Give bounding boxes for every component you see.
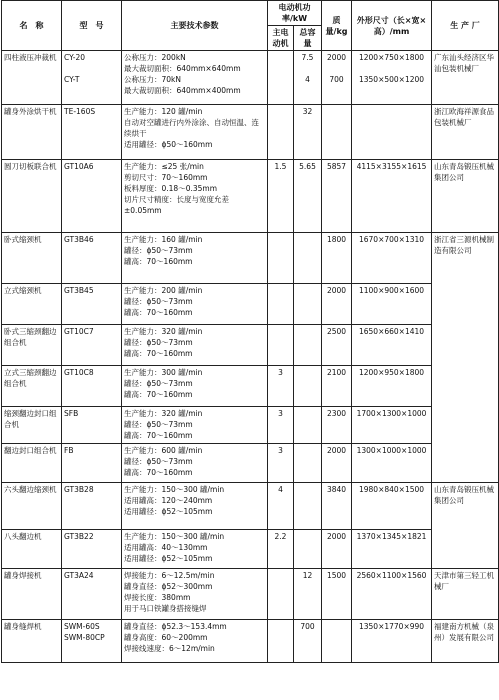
mass-value: 2500 [326, 327, 347, 336]
mass-value [324, 621, 349, 632]
spec-line: 罐身直径：ϕ52.3～153.4mm [124, 622, 227, 631]
dimensions [352, 325, 432, 366]
equipment-spec-table [1, 0, 499, 663]
spec-line: 生产能力：120 罐/min [124, 107, 203, 116]
manufacturer: 浙江欧海祥源食品包装机械厂 [432, 105, 499, 160]
spec-cell [122, 233, 268, 284]
total-capacity [294, 530, 322, 569]
total-capacity-value: 4 [305, 75, 310, 84]
main-motor-power [268, 51, 294, 105]
equipment-name: 卧式缩颈机 [2, 233, 62, 284]
model-number: GT10C7 [64, 327, 94, 336]
mass-value [324, 106, 349, 117]
equipment-name: 四柱液压冲裁机 [2, 51, 62, 105]
total-capacity-value: 12 [302, 571, 313, 580]
model-cell [62, 284, 122, 325]
dimensions-value: 1350×1770×990 [358, 622, 425, 631]
table-row [2, 105, 499, 160]
spec-line: 适用罐径：ϕ50～160mm [124, 140, 213, 149]
model-number: SWM-60S [64, 622, 100, 631]
mass [322, 366, 352, 407]
dimensions [352, 407, 432, 444]
table-row [2, 483, 499, 530]
spec-line: 剪切尺寸：70～160mm [124, 173, 208, 182]
header-name: 名 称 [2, 1, 62, 51]
dimensions-value [354, 106, 429, 117]
spec-line: 罐高：70～160mm [124, 390, 193, 399]
spec-cell [122, 366, 268, 407]
spec-line: 焊接线速度：6～12m/min [124, 644, 215, 653]
table-row [2, 444, 499, 483]
mass [322, 569, 352, 620]
model-cell [62, 483, 122, 530]
dimensions-value: 1200×750×1800 [358, 53, 425, 62]
mass-value: 2000 [326, 532, 347, 541]
model-number: TE-160S [64, 107, 96, 116]
spec-line: 公称压力：70kN [124, 75, 181, 84]
main-motor-power: 2.2 [268, 530, 294, 569]
dimensions-value: 1300×1000×1000 [356, 446, 427, 455]
total-capacity [294, 620, 322, 663]
mass-value: 1500 [326, 571, 347, 580]
dimensions-value: 1650×660×1410 [358, 327, 425, 336]
mass-value: 2000 [326, 286, 347, 295]
mass-value: 5857 [326, 162, 347, 171]
model-number: SWM-80CP [64, 633, 105, 642]
table-header [2, 1, 499, 51]
total-capacity [294, 105, 322, 160]
spec-line: 生产能力：200 罐/min [124, 286, 203, 295]
spec-line: 板料厚度：0.18～0.35mm [124, 184, 218, 193]
mass [322, 483, 352, 530]
mass [322, 325, 352, 366]
spec-line: 焊接能力：6～12.5m/min [124, 571, 215, 580]
equipment-name: 罐身缝焊机 [2, 620, 62, 663]
dimensions [352, 366, 432, 407]
header-dimensions: 外形尺寸（长×宽×高）/mm [352, 1, 432, 51]
total-capacity-value [296, 484, 319, 495]
mass-value: 3840 [326, 485, 347, 494]
equipment-name: 卧式三缩颈翻边组合机 [2, 325, 62, 366]
total-capacity-value [296, 326, 319, 337]
model-cell [62, 160, 122, 233]
equipment-name: 缩颈翻边封口组合机 [2, 407, 62, 444]
model-cell [62, 105, 122, 160]
total-capacity [294, 325, 322, 366]
dimensions [352, 105, 432, 160]
mass [322, 233, 352, 284]
model-cell [62, 233, 122, 284]
spec-line: 公称压力：200kN [124, 53, 186, 62]
dimensions [352, 569, 432, 620]
dimensions-value: 1670×700×1310 [358, 235, 425, 244]
spec-line: 生产能力：320 罐/min [124, 327, 203, 336]
model-number: FB [64, 446, 74, 455]
dimensions-value: 1100×900×1600 [358, 286, 425, 295]
spec-line: 罐身高度：60～200mm [124, 633, 208, 642]
model-number: GT3B28 [64, 485, 94, 494]
total-capacity-value [296, 531, 319, 542]
main-motor-power [268, 569, 294, 620]
mass-value: 2100 [326, 368, 347, 377]
model-cell [62, 620, 122, 663]
main-motor-power [268, 284, 294, 325]
mass [322, 530, 352, 569]
dimensions [352, 233, 432, 284]
dimensions-value: 1370×1345×1821 [356, 532, 427, 541]
equipment-name: 六头翻边缩颈机 [2, 483, 62, 530]
total-capacity-value [296, 367, 319, 378]
table-row [2, 51, 499, 105]
spec-cell [122, 407, 268, 444]
main-motor-power: 1.5 [268, 160, 294, 233]
model-number: CY-20 [64, 53, 86, 62]
spec-cell [122, 444, 268, 483]
model-number: GT10C8 [64, 368, 94, 377]
spec-cell [122, 51, 268, 105]
spec-cell [122, 105, 268, 160]
model-cell [62, 51, 122, 105]
main-motor-power [268, 325, 294, 366]
header-motor-power: 电动机功率/kW [268, 1, 322, 26]
mass-value: 2300 [326, 409, 347, 418]
manufacturer: 福建南方机械（泉州）发展有限公司 [432, 620, 499, 663]
header-manufacturer: 生 产 厂 [432, 1, 499, 51]
spec-line: 用于马口铁罐身搭接缝焊 [124, 604, 207, 613]
total-capacity-value [296, 63, 319, 74]
header-mass: 质量/kg [322, 1, 352, 51]
total-capacity [294, 444, 322, 483]
spec-line: 焊接长度：380mm [124, 593, 191, 602]
dimensions [352, 444, 432, 483]
table-row [2, 233, 499, 284]
equipment-name: 立式缩颈机 [2, 284, 62, 325]
spec-line: 适用罐径：ϕ52～105mm [124, 507, 213, 516]
dimensions-value: 1700×1300×1000 [356, 409, 427, 418]
equipment-name: 罐身焊接机 [2, 569, 62, 620]
spec-line: 罐径：ϕ50～73mm [124, 379, 193, 388]
dimensions [352, 284, 432, 325]
total-capacity-value [296, 408, 319, 419]
total-capacity-value: 7.5 [301, 53, 314, 62]
model-cell [62, 530, 122, 569]
mass-value: 2000 [326, 446, 347, 455]
equipment-name: 圆刀切板联合机 [2, 160, 62, 233]
header-model: 型 号 [62, 1, 122, 51]
spec-cell [122, 160, 268, 233]
equipment-name: 罐身外涂烘干机 [2, 105, 62, 160]
mass [322, 284, 352, 325]
spec-cell [122, 569, 268, 620]
table-row [2, 620, 499, 663]
total-capacity-value [296, 285, 319, 296]
spec-line: 罐高：70～160mm [124, 468, 193, 477]
dimensions [352, 51, 432, 105]
total-capacity [294, 233, 322, 284]
mass-value: 2000 [326, 53, 347, 62]
table-row [2, 569, 499, 620]
spec-line: 罐径：ϕ50～73mm [124, 338, 193, 347]
model-cell [62, 366, 122, 407]
model-number: CY-T [64, 75, 80, 84]
table-row [2, 530, 499, 569]
equipment-name: 八头翻边机 [2, 530, 62, 569]
table-row [2, 366, 499, 407]
equipment-name: 翻边封口组合机 [2, 444, 62, 483]
model-number: SFB [64, 409, 79, 418]
spec-line: 罐径：ϕ50～73mm [124, 297, 193, 306]
equipment-spec-document [1, 0, 498, 700]
manufacturer: 山东青岛锻压机械集团公司 [432, 483, 499, 569]
spec-cell [122, 620, 268, 663]
spec-line: 罐径：ϕ50～73mm [124, 457, 193, 466]
spec-line: 罐高：70～160mm [124, 431, 193, 440]
total-capacity [294, 569, 322, 620]
spec-line: 生产能力：300 罐/min [124, 368, 203, 377]
spec-cell [122, 284, 268, 325]
spec-line: 生产能力：160 罐/min [124, 235, 203, 244]
spec-cell [122, 325, 268, 366]
spec-line: 生产能力：≤25 张/min [124, 162, 204, 171]
mass [322, 105, 352, 160]
header-total-capacity: 总容量 [294, 26, 322, 51]
total-capacity-value: 5.65 [299, 162, 316, 171]
model-cell [62, 444, 122, 483]
model-cell [62, 407, 122, 444]
spec-cell [122, 483, 268, 530]
header-params: 主要技术参数 [122, 1, 268, 51]
dimensions-value [354, 63, 429, 74]
total-capacity [294, 284, 322, 325]
spec-line: 切片尺寸精度：长度与宽度允差±0.05mm [124, 195, 229, 215]
spec-line: 最大裁切面积：640mm×400mm [124, 86, 241, 95]
main-motor-power: 3 [268, 407, 294, 444]
mass [322, 407, 352, 444]
table-row [2, 325, 499, 366]
total-capacity [294, 51, 322, 105]
total-capacity-value [296, 445, 319, 456]
model-number: GT3B45 [64, 286, 94, 295]
total-capacity-value [296, 234, 319, 245]
mass [322, 160, 352, 233]
spec-line: 生产能力：600 罐/min [124, 446, 203, 455]
equipment-name: 立式三缩颈翻边组合机 [2, 366, 62, 407]
table-row [2, 407, 499, 444]
spec-line: 罐径：ϕ50～73mm [124, 246, 193, 255]
dimensions [352, 620, 432, 663]
mass [322, 620, 352, 663]
total-capacity [294, 160, 322, 233]
spec-line: 罐身直径：ϕ52～300mm [124, 582, 213, 591]
total-capacity [294, 366, 322, 407]
dimensions [352, 483, 432, 530]
manufacturer: 浙江省三源机械制造有限公司 [432, 233, 499, 483]
model-cell [62, 569, 122, 620]
mass-value: 700 [329, 75, 344, 84]
spec-line: 适用罐高：120～240mm [124, 496, 213, 505]
spec-line: 自动对空罐进行内外涂涂、自动恒温、连续烘干 [124, 118, 259, 138]
spec-line: 适用罐高：40～130mm [124, 543, 208, 552]
model-number: GT3B46 [64, 235, 94, 244]
dimensions-value: 1200×950×1800 [358, 368, 425, 377]
spec-line: 罐高：70～160mm [124, 308, 193, 317]
main-motor-power: 3 [268, 444, 294, 483]
spec-line: 生产能力：150～300 罐/min [124, 485, 225, 494]
model-number: GT10A6 [64, 162, 94, 171]
dimensions-value: 4115×3155×1615 [356, 162, 427, 171]
main-motor-power: 4 [268, 483, 294, 530]
model-number [64, 63, 119, 74]
total-capacity-value: 32 [302, 107, 313, 116]
spec-line: 罐径：ϕ50～73mm [124, 420, 193, 429]
table-row [2, 284, 499, 325]
dimensions [352, 530, 432, 569]
spec-line: 罐高：70～160mm [124, 349, 193, 358]
spec-cell [122, 530, 268, 569]
main-motor-power [268, 105, 294, 160]
manufacturer: 山东青岛锻压机械集团公司 [432, 160, 499, 233]
main-motor-power [268, 620, 294, 663]
mass [322, 444, 352, 483]
dimensions-value: 1980×840×1500 [358, 485, 425, 494]
spec-line: 适用罐径：ϕ52～105mm [124, 554, 213, 563]
table-row [2, 160, 499, 233]
model-cell [62, 325, 122, 366]
spec-line: 罐高：70～160mm [124, 257, 193, 266]
spec-line: 生产能力：320 罐/min [124, 409, 203, 418]
model-number: GT3B22 [64, 532, 94, 541]
total-capacity [294, 483, 322, 530]
spec-line: 生产能力：150～300 罐/min [124, 532, 225, 541]
spec-line: 最大裁切面积：640mm×640mm [124, 64, 241, 73]
total-capacity [294, 407, 322, 444]
main-motor-power: 3 [268, 366, 294, 407]
mass-value [324, 63, 349, 74]
dimensions-value: 2560×1100×1560 [356, 571, 427, 580]
table-body [2, 51, 499, 663]
header-main-motor: 主电动机 [268, 26, 294, 51]
manufacturer: 天津市第三轻工机械厂 [432, 569, 499, 620]
manufacturer: 广东汕头经济区华汕包装机械厂 [432, 51, 499, 105]
mass-value: 1800 [326, 235, 347, 244]
model-number: GT3A24 [64, 571, 94, 580]
dimensions [352, 160, 432, 233]
mass [322, 51, 352, 105]
main-motor-power [268, 233, 294, 284]
total-capacity-value: 700 [300, 622, 315, 631]
dimensions-value: 1350×500×1200 [358, 75, 425, 84]
